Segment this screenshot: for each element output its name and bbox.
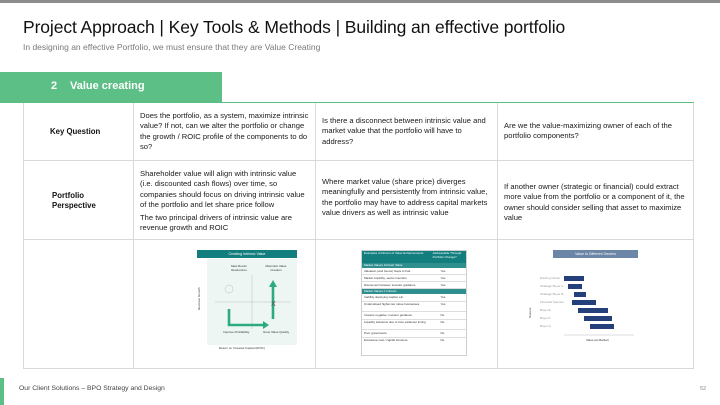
table-row <box>362 268 466 275</box>
cell-text: Are we the value-maximizing owner of each of the portfolio components? <box>504 121 672 141</box>
table-cell: Valuation (and hence) Gaps to Fair <box>364 268 411 273</box>
cell-text: The two principal drivers of intrinsic value are revenue growth and ROIC <box>140 212 292 233</box>
row-label-key-question: Key Question <box>50 127 101 136</box>
thumbnail-value-to-owners <box>528 250 638 350</box>
table-cell: Undervalued higher-tier value businesses <box>364 302 420 306</box>
grid-line <box>23 239 694 240</box>
table-cell: Yes <box>440 302 446 306</box>
grid-line <box>23 160 694 161</box>
thumbnail-creating-intrinsic-value <box>197 250 297 355</box>
section-number: 2 <box>51 80 58 92</box>
table-header-cell: Examples of Drivers of Value Enhancements <box>364 251 424 255</box>
grid-line <box>23 368 694 369</box>
axis-label: Return on Invested Capital (ROIC) <box>219 346 265 350</box>
table-cell: No <box>440 313 445 317</box>
quadrant-label: Grow Value Quickly <box>263 330 290 334</box>
grid-line <box>497 103 498 369</box>
portfolio-perspective-cell-2 <box>322 177 492 221</box>
table-cell: Poor governance <box>364 331 387 335</box>
table-cell: Yes <box>440 275 446 280</box>
bar-label: Strategic Buyer B <box>540 292 564 296</box>
svg-text:X: X <box>271 300 276 308</box>
grid-line <box>133 103 134 369</box>
thumbnail-drivers-table <box>361 250 467 356</box>
table-cell: Yes <box>440 282 446 287</box>
section-title: Value creating <box>70 80 145 92</box>
key-question-cell-3 <box>504 121 690 144</box>
cell-text: Where market value (share price) diverges meaningfully and persistently from intrinsic value, the portfolio may have to address capital markets value drivers as well as intrinsic value <box>322 177 488 218</box>
page-title: Project Approach | Key Tools & Methods | Building an effective portfolio <box>23 17 566 37</box>
key-question-cell-1 <box>140 111 310 155</box>
key-question-cell-2 <box>322 116 492 149</box>
grid-line <box>23 103 24 369</box>
top-rule <box>0 0 720 3</box>
table-header <box>362 251 466 263</box>
table-cell: Inability deploying capital, etc. <box>364 295 404 299</box>
quadrant-arrows <box>207 259 297 345</box>
table-cell: No <box>440 320 445 324</box>
quadrant-label: Slow Return Restructure <box>230 264 248 272</box>
table-row <box>362 330 466 338</box>
table-row <box>362 320 466 330</box>
thumbnail-title: Creating Intrinsic Value <box>197 250 297 258</box>
table-row <box>362 312 466 320</box>
cell-text: If another owner (strategic or financial) could extract more value from the portfolio or a component of it, the owner should consider selling that asset to maximize value <box>504 182 685 223</box>
cell-text: Shareholder value will align with intrinsic value (i.e. discounted cash flows) over time, so companies should focus on driving intrinsic value of the portfolio and let share price follow <box>140 169 305 210</box>
table-cell: Yes <box>440 268 446 273</box>
axis-label: Value (at Market) <box>586 338 609 342</box>
portfolio-perspective-cell-3 <box>504 182 690 226</box>
bar-label: Buyer E <box>540 308 551 312</box>
quadrant-label: Improve Profitability <box>223 330 250 334</box>
bar-label: Buyer G <box>540 324 552 328</box>
table-cell: Excessive cost / capital structure <box>364 338 408 342</box>
table-row <box>362 275 466 282</box>
table-cell: Liquidity tolerance due to time variance/ timing <box>364 320 426 324</box>
table-row <box>362 302 466 312</box>
table-row <box>362 294 466 302</box>
bar-label: Buyer F <box>540 316 551 320</box>
table-header-cell: Addressable Through Portfolio Change? <box>432 251 462 259</box>
axis-label: Owners <box>528 307 532 318</box>
thumbnail-title: Value to Different Owners <box>553 250 638 258</box>
bar-label: Existing Owner <box>540 276 561 280</box>
cell-text: Does the portfolio, as a system, maximize intrinsic value? If not, can we alter the portfolio or change the growth / ROIC profile of the components to do so? <box>140 111 309 152</box>
portfolio-perspective-cell-1 <box>140 169 310 235</box>
quadrant-plot <box>207 259 297 345</box>
table-cell: Investor negative, investor guidance <box>364 313 413 317</box>
table-cell: No <box>440 338 445 342</box>
table-row <box>362 282 466 289</box>
table-cell: Yes <box>440 295 446 299</box>
grid-line <box>315 103 316 369</box>
bar-label: Financial Sponsor <box>540 300 565 304</box>
table-cell: Disconnect between investor guidance <box>364 282 416 287</box>
page-number: 52 <box>700 386 707 392</box>
axis-label: Revenue Growth <box>197 287 201 310</box>
page-subtitle: In designing an effective Portfolio, we must ensure that they are Value Creating <box>23 42 321 52</box>
grid-line <box>693 103 694 369</box>
table-group-header: Market Values Intrinsic Value <box>362 263 466 268</box>
table-cell: Market Liquidity, sector insertion <box>364 275 407 280</box>
table-group-header: Market Values ≠ Intrinsic <box>362 289 466 294</box>
quadrant-label: Maximize Value Creation <box>265 264 287 272</box>
bar-label: Strategic Buyer A <box>540 284 564 288</box>
row-label-portfolio-perspective: Portfolio Perspective <box>52 191 96 210</box>
table-row <box>362 338 466 348</box>
owner-bars <box>564 274 634 336</box>
table-cell: No <box>440 331 445 335</box>
footer-accent-bar <box>0 378 4 405</box>
cell-text: Is there a disconnect between intrinsic value and market value that the portfolio will have to address? <box>322 116 486 146</box>
footer-text: Our Client Solutions – BPO Strategy and Design <box>19 385 165 392</box>
